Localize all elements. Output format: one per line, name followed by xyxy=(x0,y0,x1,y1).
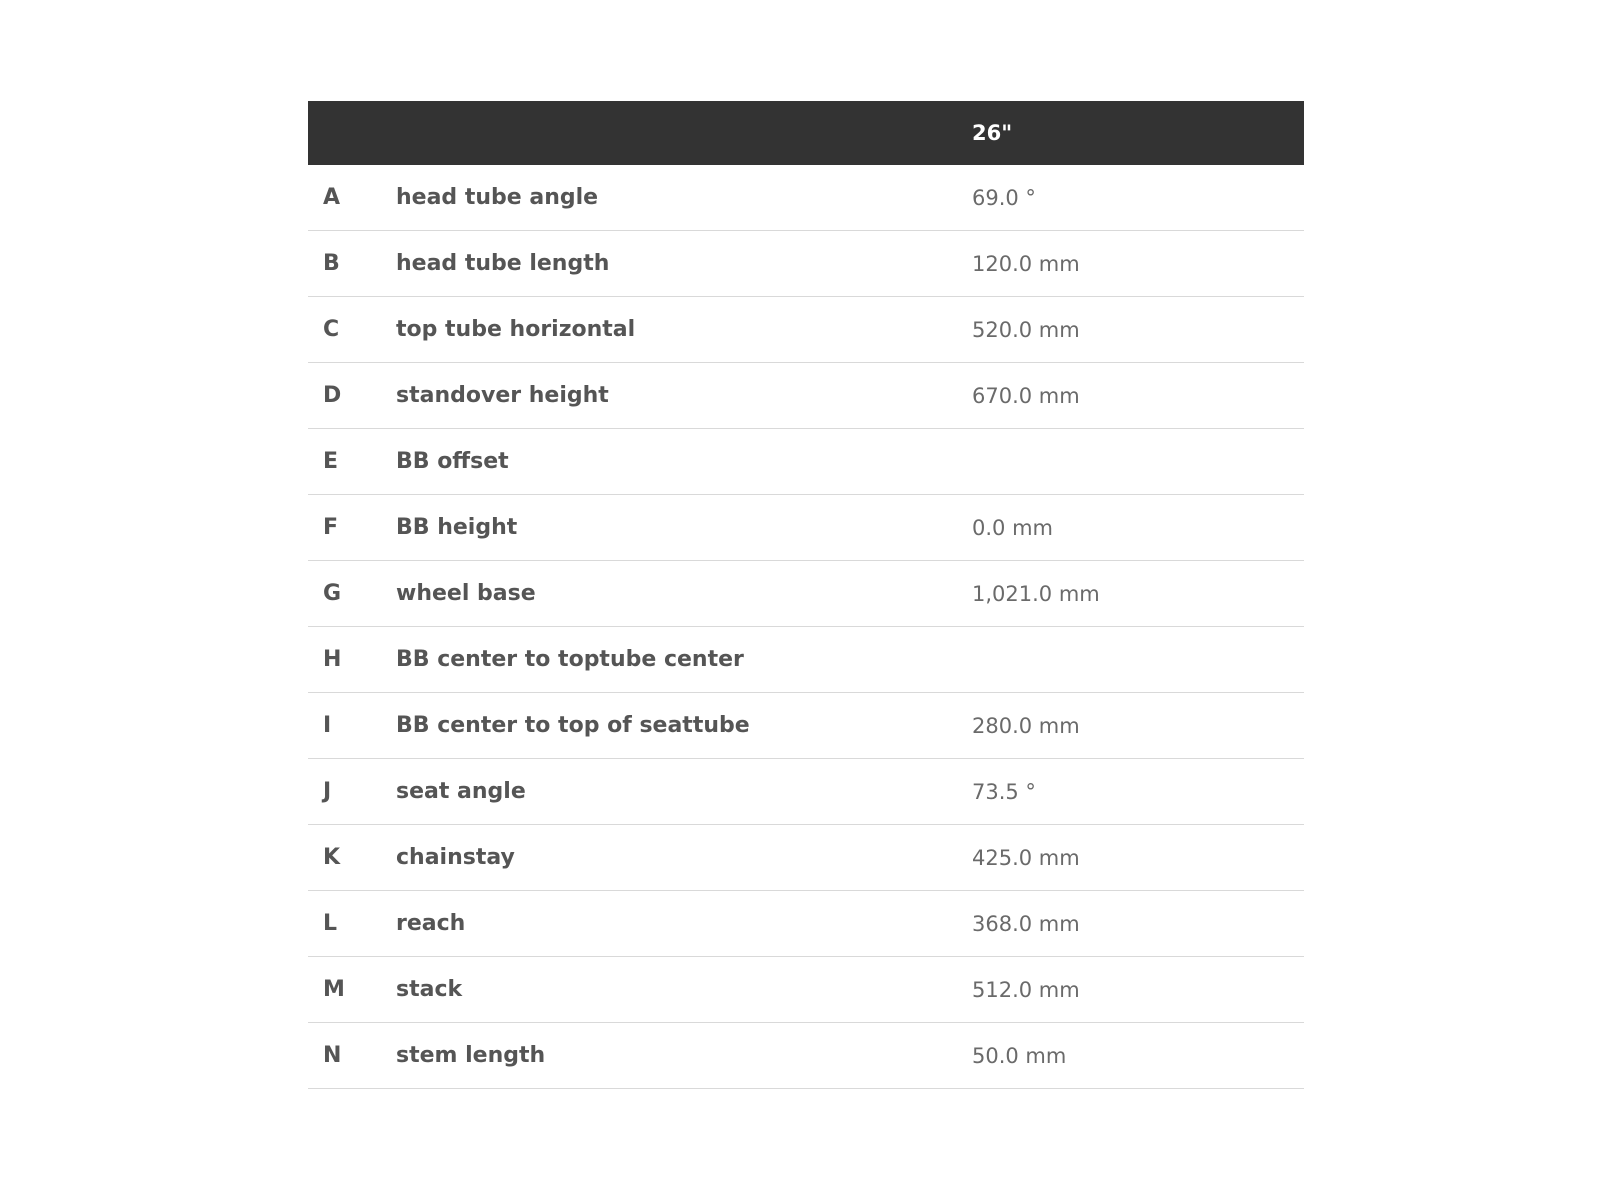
measurement-letter: J xyxy=(323,779,332,804)
measurement-value: 120.0 mm xyxy=(972,252,1080,276)
measurement-letter: B xyxy=(323,251,340,276)
table-row xyxy=(308,429,1304,495)
table-row xyxy=(308,759,1304,825)
table-row xyxy=(308,1023,1304,1089)
measurement-label: head tube angle xyxy=(396,185,599,210)
measurement-label: chainstay xyxy=(396,845,515,870)
measurement-value: 280.0 mm xyxy=(972,714,1080,738)
measurement-label: BB center to top of seattube xyxy=(396,713,750,738)
measurement-letter: D xyxy=(323,383,342,408)
measurement-value: 520.0 mm xyxy=(972,318,1080,342)
measurement-letter: K xyxy=(323,845,341,870)
measurement-value: 670.0 mm xyxy=(972,384,1080,408)
measurement-label: BB center to toptube center xyxy=(396,647,744,672)
measurement-value: 1,021.0 mm xyxy=(972,582,1100,606)
measurement-value: 50.0 mm xyxy=(972,1044,1067,1068)
frame-size-header: 26" xyxy=(972,121,1013,145)
measurement-letter: C xyxy=(323,317,340,342)
measurement-label: wheel base xyxy=(396,581,536,606)
measurement-label: stack xyxy=(396,977,463,1002)
table-row xyxy=(308,363,1304,429)
table-row xyxy=(308,231,1304,297)
table-row xyxy=(308,693,1304,759)
measurement-label: standover height xyxy=(396,383,609,408)
measurement-label: head tube length xyxy=(396,251,610,276)
table-row xyxy=(308,891,1304,957)
measurement-letter: N xyxy=(323,1043,342,1068)
measurement-value: 0.0 mm xyxy=(972,516,1053,540)
measurement-value: 368.0 mm xyxy=(972,912,1080,936)
measurement-value: 512.0 mm xyxy=(972,978,1080,1002)
measurement-letter: M xyxy=(323,977,345,1002)
measurement-letter: L xyxy=(323,911,338,936)
measurement-label: reach xyxy=(396,911,466,936)
measurement-value: 425.0 mm xyxy=(972,846,1080,870)
measurement-letter: A xyxy=(323,185,341,210)
measurement-letter: E xyxy=(323,449,339,474)
measurement-label: BB offset xyxy=(396,449,509,474)
table-row xyxy=(308,561,1304,627)
measurement-label: stem length xyxy=(396,1043,546,1068)
measurement-letter: G xyxy=(323,581,342,606)
table-header xyxy=(308,101,1304,165)
measurement-label: seat angle xyxy=(396,779,526,804)
geometry-table xyxy=(308,101,1304,1089)
table-row xyxy=(308,825,1304,891)
measurement-letter: H xyxy=(323,647,342,672)
measurement-value: 69.0 ° xyxy=(972,186,1036,210)
measurement-label: top tube horizontal xyxy=(396,317,636,342)
table-row xyxy=(308,495,1304,561)
measurement-letter: F xyxy=(323,515,339,540)
measurement-value: 73.5 ° xyxy=(972,780,1036,804)
measurement-letter: I xyxy=(323,713,332,738)
table-row xyxy=(308,627,1304,693)
table-body xyxy=(308,165,1304,1089)
measurement-label: BB height xyxy=(396,515,518,540)
table-row xyxy=(308,957,1304,1023)
table-row xyxy=(308,297,1304,363)
table-row xyxy=(308,165,1304,231)
